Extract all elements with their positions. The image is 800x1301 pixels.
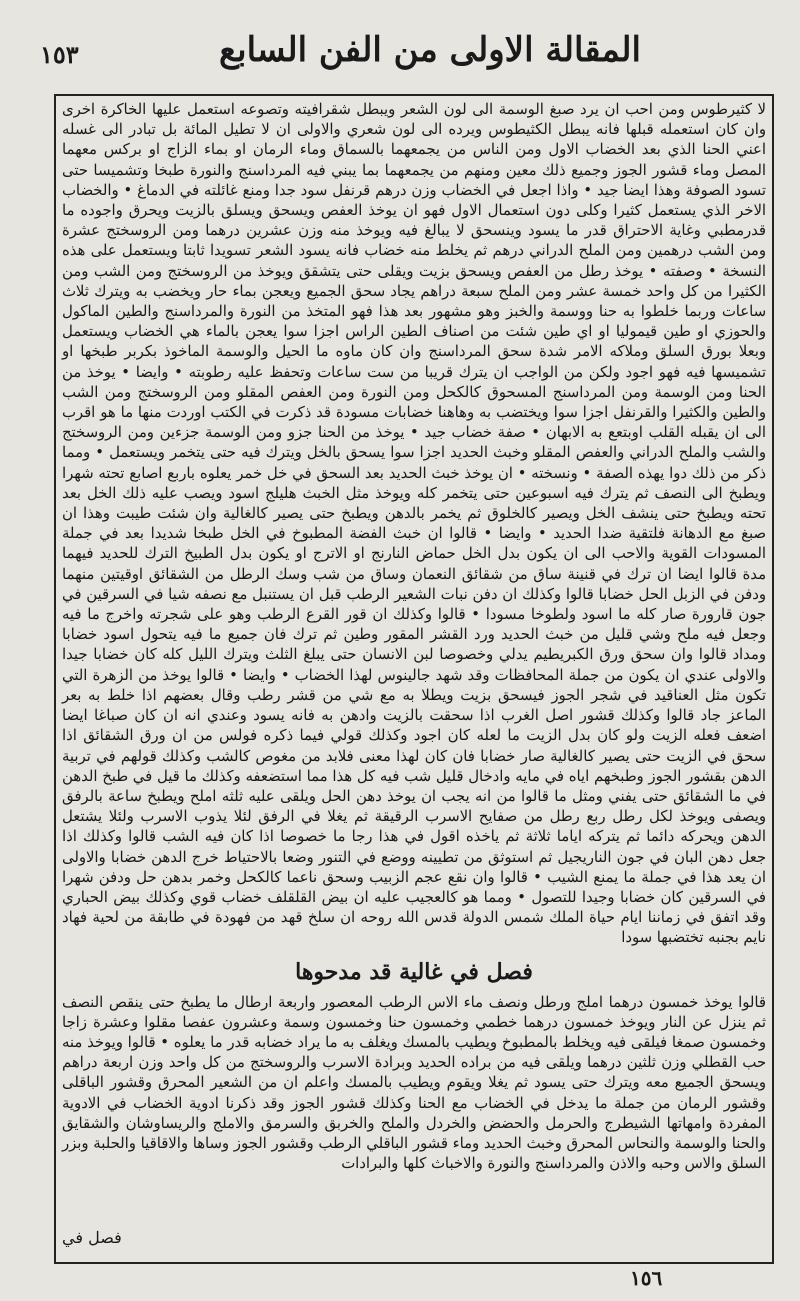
section-heading: فصل في غالية قد مدحوها <box>295 958 533 985</box>
page-header <box>40 28 760 84</box>
catchword: فصل في <box>62 1228 122 1247</box>
paragraph: لا كثيرطوس ومن احب ان يرد صبغ الوسمة الى لون الشعر ويبطل شقرافيته وتصوعه استعمل عليها الخاكرة اخرى وان كان استعمله قبلها فانه يبطل الكثيطوس ويرده الى لون شعري والاولى ان لا تطيل المائة بل تبادر الى غسله اعني الحنا الذي بعد الخضاب الاول ومن الناس من يجمعهما بالسماق وماء الرمان او بماء الزاج او بركس معهما المصل وماء قشور الجوز وجميع ذلك معين ومنهم من يجمعهما بما يبني فيه المرداسنج والنورة طبخا وتشميسا حتى تسود الصوفة وهذا ايضا جيد • واذا اجعل في الخضاب وزن درهم قرنفل سود جدا ومنع غائلته في الدماغ • والخضاب الاخر الذي يستعمل كثيرا وكلى دون استعمال الاول فهو ان يوخذ العفص ويسحق ويسلق بالزيت ويحرق واجوده ما قدرمطبي وغاية الاحتراق قدر ما يسود وينسحق لا يبالغ فيه ويوخذ منه وزن عشرين درهما ومن الروسختج عشرة ومن الشب درهمين ومن الملح الدراني درهم ثم يخلط منه خضاب فانه يسود الشعر تسويدا ثابتا ويستعمل على هذه النسخة • وصفته • يوخذ رطل من العفص ويسحق بزيت ويقلى حتى يتشقق ويوخذ من الروسختج ومن الشب ومن الكثيرا من كل واحد خمسة عشر ومن الملح سبعة دراهم يجاد سحق الجميع ويعجن بماء حار ويخضب به ويترك ثلاث ساعات وربما خلطوا به حنا ووسمة والخبز وهو مشهور بعد هذا فهو المتخذ من النورة والمرداسنج والطين الماكول والحوزي او طين قيموليا او اي طين شئت من اصناف الطين الراس اجزا سوا يعجن بالماء هي الخضاب ويستعمل وبعلا بورق السلق وملاكه الامر شدة سحق المرداسنج وان كان ماوه ما الحيل والوسمة الماخوذ بكربر طبخها او تشميسها فيه فهو اجود ولكن من الواجب ان يترك قريبا من ست ساعات وتحفظ عليه رطوبته • وايضا • يوخذ من الحنا ومن الوسمة ومن المرداسنج المسحوق كالكحل ومن النورة ومن العفص المقلو ومن الروسختج ومن الشب والطين والكثيرا والقرنفل اجزا سوا ويختضب به وهاهنا خضابات مسودة قد ذكرت في الكتب اوردت منها ما هو اقرب الى ان يقبله القلب اوبتعع به الابهان • صفة خضاب جيد • يوخذ من الحنا جزو ومن الوسمة جزءين ومن الروسختج والشب والملح الدراني والعفص المقلو وخبث الحديد اجزا سوا يسحق بالخل ويترك فيه حتى يتخمر ويستعمل • ومما ذكر من ذلك دوا يهذه الصفة • ونسخته • ان يوخذ خبث الحديد بعد السحق في خل خمر يعلوه باربع اصابع تحته شهرا ويطبخ الى النصف ثم يترك فيه اسبوعين حتى يتخمر كله ويوخذ مثل الخبث هليلج اسود ويصب عليه ذلك الخل بعد تحته ويطبخ حتى ينشف الخل ويصير كالخلوق ثم يخمر بالدهن ويطبخ حتى يصير كالغالية وان شئت طيبت وهذا ان صبغ مع الدهانة فلتقية ضدا الحديد • وايضا • قالوا ان خبث الفضة المطبوخ في الخل طبخا شديدا بعد في جملة المسودات القوية والاحب الى ان يكون بدل الخل حماض النارنج او الاترج او يكون بدل الطبيخ الترك للحديد فيهما مدة قالوا ايضا ان ترك في قنينة ساق من شقائق النعمان وساق من شب وسك الرطل من الشقائق اوقيتين منهما ودفن في الزبل الحل خضابا قالوا وكذلك ان دفن نبات الشعير الرطب قبل ان يستنبل مع نصفه شيا في السرقين في جون قارورة صار كله ما اسود ولطوخا مسودا • قالوا وكذلك ان قور القرع الرطب وهو على شجرته واخرج ما فيه وجعل فيه ملح وشي قليل من خبث الحديد ورد القشر المقور وطين ثم ترك فان جميع ما فيه يتحول اسود خضابا ومداد قالوا وان سحق ورق الكبريطيم يدلي وخصوصا لبن الانسان حتى يبلغ الثلث ويترك الليل كله كان خضابا جيدا والاولى عندي ان يكون من جملة المحافظات وقد شهد جالينوس لهذا الخضاب • وايضا • قالوا يوخذ من الزهرة التي تكون مثل العناقيد في شجر الجوز فيسحق بزيت ويطلا به مع شي من قشر رطب وقال بعضهم اذا خلط به بعر الماعز جاد قالوا وكذلك قشور اصل الغرب اذا سحقت بالزيت وادهن به فانه يسود وعندي انه ان كان صباغا ايضا اضعف فعله الزيت ولو كان بدل الزيت ما لعله كان اجود وكذلك قولي فيما ذكره فولس من ان ورق الشقائق اذا سحق في الزيت حتى يصير كالغالية صار خضابا فان كان لهذا معنى فلابد من مغوص كالشب وكذلك قولهم في تربية الدهن بقشور الجوز وطبخهم اياه في مايه وادخال قليل شب فيه كل هذا مما استضعفه وكذلك ما قيل في طبخ الدهن في ما الشقائق حتى يفني ومثل ما قالوا من انه يجب ان يوخذ دهن الحل ويلقى عليه ثلثه املح ويطبخ ساعة بالرفق ويصفى ويوخذ لكل رطل ربع رطل من صفايح الاسرب الرقيقة ثم يغلا في الرفق لئلا يذوب الاسرب ولئلا يشتعل الدهن ويحركه دائما ثم يتركه اياما ثلاثة ثم ياخذه اقول في هذا رجا ما خصوصا اذا كان فيه الشب قالوا وكذلك اذا جعل دهن البان في جون الناريجيل ثم استوثق من تطيينه ووضع في التنور وضعا بالاحتياط خرج الدهن خضابا والاولى ان يعد هذا في جملة ما يمنع الشيب • قالوا وان نقع عجم الزبيب وسحق ناعما كالكحل وخمر بدهن حل ودفن شهرا في السرقين كان خضابا وجيدا للتصول • ومما هو كالعجيب عليه ان بيض القلقلف خضاب قوي وكذلك بيض الحباري وقد اتفق في زماننا ايام حياة الملك شمس الدولة قدس الله روحه ان سلخ قهد من فهودة في طابقة من لحية فهاد نايم بجنبه تختضبها سودا <box>62 101 766 947</box>
footer-page-number: ١٥٦ <box>630 1266 663 1290</box>
body-text <box>62 100 766 1174</box>
page-number: ١٥٣ <box>40 40 79 69</box>
paragraph: قالوا يوخذ خمسون درهما املج ورطل ونصف ماء الاس الرطب المعصور واربعة ارطال ما يطبخ حتى ينقص النصف ثم ينزل عن النار ويوخذ خمسون درهما خطمي وخمسون حنا وخمسون وسمة وعشرون عفصا مقلوا وعشرة زاجا وخمسون صمغا فيلقى فيه ويخلط بالمطبوخ ويطيب بالمسك ويغلف به ما يراد خضابه قدر ما يعلوه • قالوا ويوخذ منه حب القطلي وزن ثلثين درهما ويلقى فيه من براده الحديد وبرادة الاسرب والروسختج من كل واحد وزن اربعة دراهم ويسحق الجميع معه ويترك حتى يسود ثم يغلا ويقوم ويطيب بالمسك واعلم ان من الشعير المحرق وقشور الباقلى وقشور الرمان من جملة ما يدخل في الخضاب مع الحنا وكذلك قشور الجوز وقد ذكرنا ادوية الخضاب في الادوية المفردة وامهاتها الشيطرج والحرمل والحضض والخردل والملح والخربق والسرمق والاملج والريساوشان والشقايق والحنا والوسمة والنحاس المحرق وخبث الحديد وماء قشور الباقلي الرطب وقشور الجوز وساها والاقاقيا والحلبة وبزر السلق والاس وحبه والاذن والمرداسنج والنورة والاخباث كلها والبرادات <box>62 993 766 1173</box>
running-title: المقالة الاولى من الفن السابع <box>219 30 641 70</box>
